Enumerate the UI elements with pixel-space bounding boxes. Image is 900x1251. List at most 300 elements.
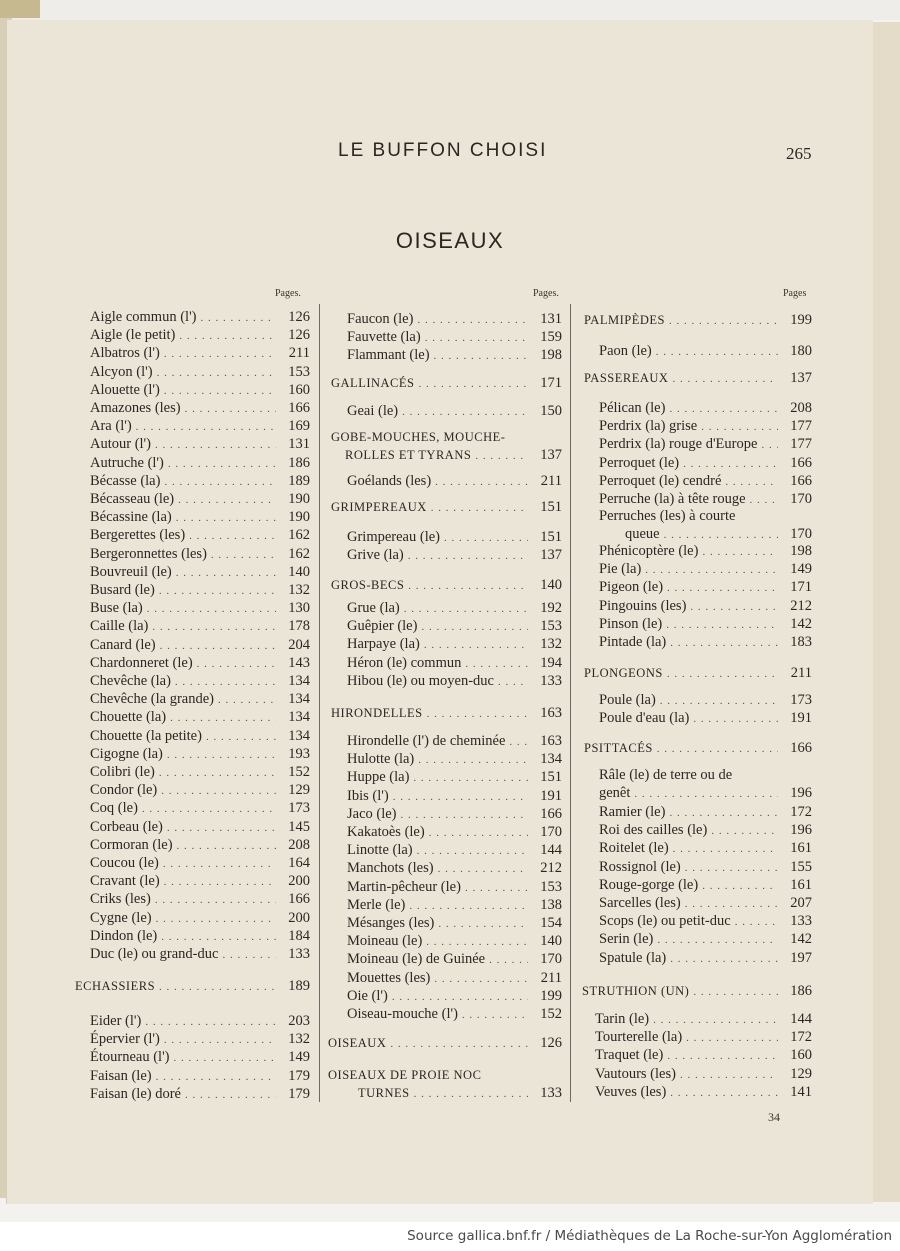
dot-leader [666,616,778,633]
entry-name: Duc (le) ou grand-duc [90,946,219,962]
entry-name: Aigle (le petit) [90,327,176,344]
index-entry [347,1005,562,1023]
entry-page: 203 [288,1013,310,1029]
entry-name: Chevêche (la) [90,673,171,689]
entry-page: 200 [288,873,310,890]
entry-page: 131 [540,311,562,327]
entry-name: Pingouins (les) [599,597,687,614]
index-entry [347,823,562,841]
dot-leader [164,873,276,890]
index-entry [599,821,812,839]
source-bar [0,1222,900,1251]
dot-leader [462,1006,528,1023]
dot-leader [161,928,276,945]
entry-name: Harpaye (la) [347,636,420,653]
entry-page: 191 [790,710,812,727]
entry-name: Chevêche (la grande) [90,691,214,708]
pages-label-col3: Pages [783,288,807,299]
entry-name: Pigeon (le) [599,579,664,596]
pages-label-col1: Pages. [275,288,301,299]
entry-page: 208 [790,400,812,416]
entry-page: 155 [790,858,812,875]
entry-name: Rossignol (le) [599,858,681,875]
entry-name: Ramier (le) [599,804,666,820]
entry-page: 150 [540,403,562,419]
entry-name: Scops (le) ou petit-duc [599,913,731,930]
entry-page: 144 [790,1011,812,1027]
entry-name: Poule d'eau (la) [599,710,690,727]
dot-leader [175,673,276,690]
entry-page: 152 [540,1006,562,1022]
entry-name: GRIMPEREAUX [331,500,427,514]
dot-leader [725,473,778,490]
dot-leader [414,1085,528,1102]
entry-page: 144 [540,842,562,859]
entry-name: Moineau (le) de Guinée [347,951,486,968]
entry-page: 208 [288,836,310,853]
entry-page: 133 [540,672,562,689]
entry-page: 177 [790,436,812,453]
entry-page: 134 [288,673,310,689]
index-entry [599,615,812,633]
entry-name: Perruche (la) à tête rouge [599,491,746,507]
entry-name: Canard (le) [90,636,156,653]
entry-page: 173 [790,692,812,708]
index-entry [347,787,562,805]
entry-page: 166 [540,805,562,822]
dot-leader [211,546,276,563]
index-entry [347,932,562,950]
entry-page: 192 [540,600,562,616]
index-entry [599,691,812,709]
entry-page: 142 [790,615,812,632]
dot-leader [683,455,778,472]
index-entry [90,508,310,526]
dot-leader [750,491,778,508]
index-entry [90,545,310,563]
dot-leader [434,970,528,987]
entry-page: 126 [288,327,310,344]
index-entry [347,672,562,690]
index-heading [331,498,562,516]
entry-page: 133 [790,913,812,930]
index-entry [599,633,812,651]
entry-page: 129 [790,1065,812,1082]
index-heading [584,664,812,682]
entry-page: 166 [790,454,812,471]
index-entry [90,344,310,362]
dot-leader [155,891,276,908]
entry-page: 160 [288,381,310,398]
index-entry [90,909,310,927]
index-entry [595,1028,812,1046]
dot-leader [670,1084,778,1101]
index-heading [331,704,562,722]
entry-page: 163 [540,705,562,721]
index-heading [328,1034,562,1052]
index-entry [599,858,812,876]
entry-page: 143 [288,654,310,671]
entry-page: 151 [540,529,562,545]
entry-page: 207 [790,895,812,911]
entry-page: 179 [288,1067,310,1084]
index-entry [90,326,310,344]
entry-page: 190 [288,509,310,526]
dot-leader [206,728,276,745]
entry-name: Faucon (le) [347,311,414,327]
index-entry [347,617,562,635]
index-entry [90,399,310,417]
entry-name: Pie (la) [599,561,642,578]
entry-page: 172 [790,1029,812,1046]
entry-page: 200 [288,909,310,926]
index-entry [347,914,562,932]
entry-page: 129 [288,782,310,799]
entry-page: 171 [540,375,562,391]
dot-leader [393,788,528,805]
entry-name: Cormoran (le) [90,836,173,853]
entry-name-line2: ROLLES ET TYRANS [345,448,472,462]
entry-name: Flammant (le) [347,347,430,364]
index-entry [90,872,310,890]
entry-name-line2: genêt [599,785,631,801]
dot-leader [667,665,778,682]
dot-leader [634,785,778,802]
dot-leader [701,418,778,435]
dot-leader [435,473,528,490]
entry-page: 137 [540,447,562,463]
dot-leader [189,527,276,544]
index-entry [599,542,812,560]
index-entry [347,805,562,823]
entry-name: Perdrix (la) rouge d'Europe [599,436,758,453]
dot-leader [664,526,778,543]
entry-page: 138 [540,896,562,913]
dot-leader [161,782,276,799]
entry-name: Bergerettes (les) [90,527,186,544]
entry-page: 179 [288,1085,310,1102]
entry-page: 149 [288,1049,310,1066]
entry-page: 132 [288,582,310,598]
entry-name: Spatule (la) [599,949,667,966]
entry-name: Roi des cailles (le) [599,822,708,839]
entry-name: Huppe (la) [347,769,410,786]
entry-name: Pinson (le) [599,615,663,632]
entry-page: 153 [540,878,562,895]
entry-name: Merle (le) [347,896,406,913]
index-entry [90,854,310,872]
index-entry [90,581,310,599]
pages-label-col2: Pages. [533,288,559,299]
index-entry-continued [345,446,562,464]
entry-page: 211 [790,665,812,681]
dot-leader [667,579,778,596]
entry-page: 197 [790,949,812,966]
entry-name: Chardonneret (le) [90,654,193,671]
entry-page: 178 [288,618,310,635]
entry-name: Tarin (le) [595,1011,650,1027]
index-entry [599,912,812,930]
index-heading [331,374,562,392]
index-entry [90,763,310,781]
dot-leader [656,343,778,360]
entry-page: 142 [790,931,812,948]
entry-name: Jaco (le) [347,805,397,822]
dot-leader [693,710,778,727]
dot-leader [390,1035,528,1052]
dot-leader [402,403,528,420]
dot-leader [176,564,276,581]
entry-name: Étourneau (l') [90,1049,170,1066]
entry-name: Dindon (le) [90,927,158,944]
dot-leader [431,499,528,516]
dot-leader [657,740,778,757]
entry-page: 166 [790,740,812,756]
index-entry [90,654,310,672]
scan-top-edge [0,0,900,20]
entry-name: Guêpier (le) [347,618,418,635]
entry-page: 164 [288,855,310,871]
entry-page: 204 [288,636,310,653]
entry-page: 160 [790,1047,812,1064]
index-entry [90,745,310,763]
dot-leader [669,400,778,417]
entry-name: ECHASSIERS [75,979,156,993]
entry-name: Linotte (la) [347,842,413,859]
column-rule-2 [570,304,571,1102]
entry-name: Pintade (la) [599,634,667,650]
dot-leader [167,819,276,836]
index-heading [584,739,812,757]
entry-page: 133 [540,1085,562,1101]
index-entry [90,363,310,381]
entry-page: 198 [540,347,562,364]
entry-page: 126 [288,309,310,325]
dot-leader [174,1049,276,1066]
dot-leader [408,577,528,594]
dot-leader [685,859,778,876]
index-entry [347,969,562,987]
entry-name: Goélands (les) [347,473,432,489]
entry-page: 189 [288,978,310,994]
dot-leader [417,842,528,859]
dot-leader [690,598,778,615]
entry-name: Criks (les) [90,891,151,908]
index-entry [90,818,310,836]
entry-page: 211 [288,345,310,362]
entry-name: Busard (le) [90,582,155,598]
entry-page: 162 [288,527,310,544]
entry-name: Traquet (le) [595,1047,664,1064]
index-entry [599,597,812,615]
entry-name: GALLINACÉS [331,376,415,390]
dot-leader [136,418,276,435]
entry-name: Paon (le) [599,343,652,359]
entry-page: 196 [790,822,812,839]
index-entry [347,346,562,364]
index-entry [599,803,812,821]
index-entry [347,950,562,968]
index-entry [90,890,310,908]
index-entry [90,799,310,817]
index-entry [599,454,812,472]
dot-leader [418,751,528,768]
entry-name: Rouge-gorge (le) [599,876,699,893]
dot-leader [680,1066,778,1083]
dot-leader [444,529,528,546]
index-entry [90,945,310,963]
entry-name: Autour (l') [90,436,152,453]
entry-page: 134 [288,709,310,726]
dot-leader [421,618,528,635]
entry-page: 170 [540,951,562,968]
dot-leader [465,879,528,896]
entry-name: Colibri (le) [90,764,155,780]
dot-leader [425,329,528,346]
entry-name: Condor (le) [90,782,158,799]
index-entry [347,750,562,768]
index-entry [599,930,812,948]
entry-page: 140 [540,577,562,593]
dot-leader [669,804,778,821]
index-entry [90,708,310,726]
index-entry [347,546,562,564]
entry-name: Perroquet (le) [599,454,680,471]
entry-name: Veuves (les) [595,1083,667,1100]
dot-leader [163,855,276,872]
dot-leader [693,983,778,1000]
index-entry [90,690,310,708]
dot-leader [438,915,528,932]
index-entry [347,472,562,490]
entry-name: Autruche (l') [90,454,164,471]
index-entry [90,563,310,581]
entry-name: PLONGEONS [584,666,663,680]
entry-page: 130 [288,600,310,617]
entry-name-line2: TURNES [358,1086,410,1100]
entry-page: 166 [790,472,812,489]
entry-page: 162 [288,545,310,562]
entry-page: 189 [288,472,310,489]
index-entry [347,768,562,786]
entry-page: 212 [790,597,812,614]
entry-name: Eider (l') [90,1013,142,1029]
binding-tape [0,0,40,18]
column-rule-1 [319,304,320,1102]
entry-name: Hibou (le) ou moyen-duc [347,672,494,689]
index-entry [599,435,812,453]
dot-leader [409,897,528,914]
index-entry [90,308,310,326]
entry-name: PASSEREAUX [584,371,669,385]
index-entry [599,949,812,967]
entry-name: Bécasseau (le) [90,491,175,507]
entry-name: Serin (le) [599,931,654,948]
entry-name: Coucou (le) [90,855,159,871]
dot-leader [168,455,276,472]
dot-leader [761,436,778,453]
entry-page: 177 [790,418,812,435]
entry-name: Perdrix (la) grise [599,418,698,435]
entry-name: Bécasse (la) [90,472,161,489]
dot-leader [157,364,276,381]
entry-name: Albatros (l') [90,345,160,362]
entry-page: 137 [790,370,812,386]
dot-leader [179,327,276,344]
entry-name: Martin-pêcheur (le) [347,878,461,895]
entry-name: Coq (le) [90,800,138,817]
entry-page: 198 [790,543,812,559]
dot-leader [159,582,276,599]
entry-page: 186 [288,454,310,471]
entry-page: 170 [540,824,562,840]
dot-leader [686,1029,778,1046]
entry-name: Héron (le) commun [347,654,462,671]
index-entry [599,399,812,417]
entry-name: Geai (le) [347,403,399,419]
dot-leader [645,561,778,578]
index-entry [347,599,562,617]
index-entry [595,1046,812,1064]
index-entry [599,472,812,490]
dot-leader [429,824,528,841]
entry-name: Faisan (le) [90,1067,152,1084]
source-credit: Source gallica.bnf.fr / Médiathèques de La Roche-sur-Yon Agglomération [407,1228,892,1244]
entry-page: 171 [790,579,812,596]
entry-name: Grimpereau (le) [347,529,440,545]
entry-name: Bouvreuil (le) [90,563,172,580]
entry-name: Oiseau-mouche (l') [347,1006,458,1022]
index-entry [90,836,310,854]
dot-leader [159,764,276,781]
entry-name: Tourterelle (la) [595,1029,683,1046]
index-entry [599,490,812,508]
dot-leader [673,840,778,857]
dot-leader [657,931,778,948]
index-entry [599,417,812,435]
entry-name-line2: queue [625,526,660,542]
entry-page: 131 [288,436,310,453]
entry-name: GROS-BECS [331,578,405,592]
index-entry [347,859,562,877]
entry-name: Hulotte (la) [347,751,415,768]
index-entry [90,1030,310,1048]
index-entry [90,1067,310,1085]
entry-name: Perroquet (le) cendré [599,472,722,489]
dot-leader [667,1047,778,1064]
dot-leader [489,951,528,968]
dot-leader [735,913,778,930]
entry-name-line1: OISEAUX DE PROIE NOC [328,1068,482,1082]
dot-leader [670,634,778,651]
entry-page: 190 [288,491,310,507]
entry-page: 194 [540,654,562,671]
dot-leader [426,933,528,950]
dot-leader [438,860,528,877]
dot-leader [170,709,276,726]
dot-leader [218,691,276,708]
index-entry [347,402,562,420]
index-entry [595,1065,812,1083]
entry-page: 133 [288,946,310,962]
index-entry [595,1010,812,1028]
dot-leader [201,309,276,326]
index-entry [90,781,310,799]
dot-leader [417,311,528,328]
entry-page: 154 [540,915,562,931]
entry-name: Bergeronnettes (les) [90,545,207,562]
entry-page: 153 [540,618,562,635]
